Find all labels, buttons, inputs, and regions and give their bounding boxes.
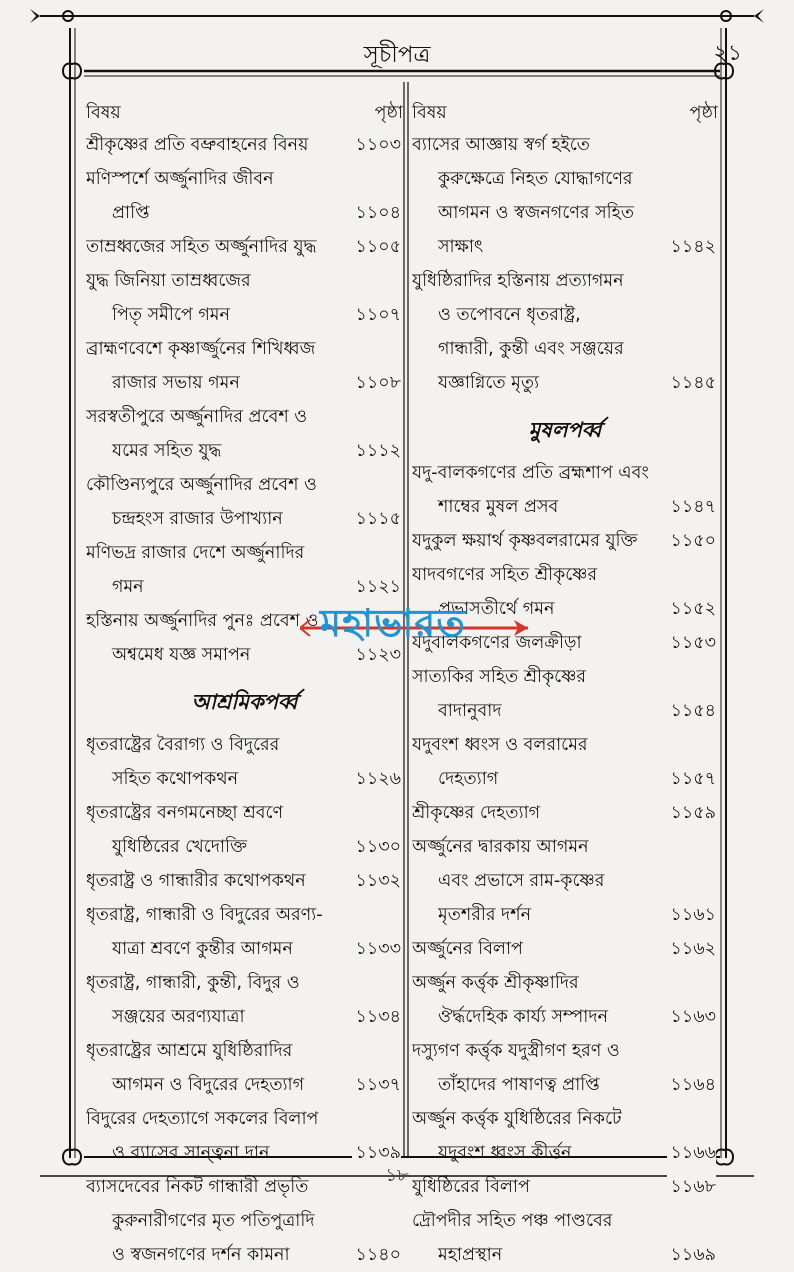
right-entries-top <box>412 128 718 400</box>
toc-entry-page: ১১৬৩ <box>667 1000 716 1034</box>
toc-entry-page: ১১১২ <box>352 434 401 468</box>
toc-entry-text: রাজার সভায় গমন <box>112 373 240 393</box>
toc-entry-text: অর্জ্জুনের বিলাপ <box>412 939 523 959</box>
page-header: পৃষ্ঠা <box>689 103 718 123</box>
toc-entry <box>412 796 718 830</box>
toc-entry <box>412 524 718 558</box>
footer-page-number: ১৮ <box>385 1165 409 1186</box>
toc-entry-page: ১১৫৪ <box>667 694 716 728</box>
column-header <box>412 94 718 128</box>
toc-entry-page: ১১৬১ <box>667 898 716 932</box>
toc-entry-text: বাদানুবাদ <box>438 701 502 721</box>
toc-entry-text: যুধিষ্ঠিরের বিলাপ <box>412 1177 530 1197</box>
toc-entry <box>86 264 403 332</box>
toc-entry-text: যুধিষ্ঠিরের খেদোক্তি <box>112 837 248 857</box>
subject-header: বিষয় <box>412 103 447 123</box>
toc-entry-text: মৃতশরীর দর্শন <box>438 905 532 925</box>
toc-entry-page: ১১০৫ <box>352 230 401 264</box>
toc-entry-text: প্রাপ্তি <box>112 203 150 223</box>
toc-entry-page: ১১৫০ <box>667 524 716 558</box>
toc-entry-page: ১১৪২ <box>667 230 716 264</box>
toc-entry <box>86 898 403 966</box>
toc-entry-page: ১১২৬ <box>352 762 401 796</box>
toc-entry-text: ব্যাসের আজ্ঞায় স্বর্গ হইতে <box>412 135 590 155</box>
toc-entry-text: হস্তিনায় অর্জ্জুনাদির পুনঃ প্রবেশ ও <box>86 611 319 631</box>
watermark-text: মহাভারত <box>320 601 466 645</box>
toc-entry-page: ১১৬৪ <box>667 1068 716 1102</box>
toc-right-column <box>412 94 718 1272</box>
toc-entry-text: যাদবগণের সহিত শ্রীকৃষ্ণের <box>412 565 598 585</box>
toc-entry-page: ১১০৩ <box>352 128 401 162</box>
toc-entry-text: যুধিষ্ঠিরাদির হস্তিনায় প্রত্যাগমন <box>412 271 624 291</box>
toc-entry-text: অশ্বমেধ যজ্ঞ সমাপন <box>112 645 251 665</box>
toc-entry-page: ১১৫৩ <box>667 626 716 660</box>
toc-entry-text: সঞ্জয়ের অরণ্যযাত্রা <box>112 1007 245 1027</box>
toc-entry-text: ও ব্যাসের সান্ত্বনা দান <box>112 1143 270 1163</box>
section-title-ashramik: আশ্রমিকপর্ব্ব <box>191 690 298 714</box>
toc-entry-text: আগমন ও বিদুরের দেহত্যাগ <box>112 1075 305 1095</box>
toc-entry <box>412 932 718 966</box>
toc-entry <box>86 230 403 264</box>
toc-entry-page: ১১৫৯ <box>667 796 716 830</box>
toc-entry-text: যাত্রা শ্রবণে কুন্তীর আগমন <box>112 939 293 959</box>
toc-entry-page: ১১০৮ <box>352 366 401 400</box>
toc-entry <box>86 796 403 864</box>
toc-entry-text: ধৃতরাষ্ট্রের আশ্রমে যুধিষ্ঠিরাদির <box>86 1041 293 1061</box>
toc-entry-text: মহাপ্রস্থান <box>438 1245 503 1265</box>
toc-entry-text: যদুবংশ ধ্বংস কীর্ত্তন <box>438 1143 572 1163</box>
toc-entry <box>86 468 403 536</box>
toc-entry-text: অর্জ্জুন কর্ত্তৃক শ্রীকৃষ্ণাদির <box>412 973 579 993</box>
toc-entry-text: দেহত্যাগ <box>438 769 499 789</box>
toc-entry-text: যমের সহিত যুদ্ধ <box>112 441 222 461</box>
toc-entry-text: দ্রৌপদীর সহিত পঞ্চ পাণ্ডবের <box>412 1211 613 1231</box>
toc-entry <box>86 128 403 162</box>
toc-entry-text: কুরুক্ষেত্রে নিহত যোদ্ধাগণের <box>438 169 633 189</box>
page-title: সূচীপত্র <box>363 42 431 68</box>
toc-entry-page: ১১৬৯ <box>667 1238 716 1272</box>
toc-entry-page: ১১৩৩ <box>352 932 401 966</box>
toc-entry-text: প্রভাসতীর্থে গমন <box>438 599 555 619</box>
toc-entry-text: যদুবংশ ধ্বংস ও বলরামের <box>412 735 588 755</box>
toc-entry-page: ১১৬৬ <box>667 1136 716 1170</box>
section-title-mushal: মুষলপর্ব্ব <box>528 418 602 442</box>
toc-entry <box>412 830 718 932</box>
toc-entry-text: ও স্বজনগণের দর্শন কামনা <box>112 1245 290 1265</box>
toc-entry <box>412 456 718 524</box>
toc-entry <box>86 966 403 1034</box>
toc-entry <box>412 1102 718 1170</box>
toc-entry <box>86 1034 403 1102</box>
toc-left-column <box>86 94 403 1272</box>
toc-entry-text: সরস্বতীপুরে অর্জ্জুনাদির প্রবেশ ও <box>86 407 308 427</box>
toc-entry-text: অর্জ্জুন কর্ত্তৃক যুধিষ্ঠিরের নিকটে <box>412 1109 622 1129</box>
toc-entry-text: মণিভদ্র রাজার দেশে অর্জ্জুনাদির <box>86 543 305 563</box>
toc-entry-text: ধৃতরাষ্ট্রের বনগমনেচ্ছা শ্রবণে <box>86 803 284 823</box>
toc-entry-page: ১১৪৫ <box>667 366 716 400</box>
toc-entry-text: ব্রাহ্মণবেশে কৃষ্ণার্জ্জুনের শিখিধ্বজ <box>86 339 316 359</box>
toc-entry-text: সাত্যকির সহিত শ্রীকৃষ্ণের <box>412 667 587 687</box>
toc-entry-text: চন্দ্রহংস রাজার উপাখ্যান <box>112 509 283 529</box>
toc-entry-page: ১১৪০ <box>352 1238 401 1272</box>
toc-entry-text: যদুকুল ক্ষয়ার্থ কৃষ্ণবলরামের যুক্তি <box>412 531 638 551</box>
toc-entry <box>412 660 718 728</box>
toc-entry-text: ধৃতরাষ্ট্র, গান্ধারী ও বিদুরের অরণ্য- <box>86 905 323 925</box>
toc-entry <box>412 1034 718 1102</box>
toc-entry-page: ১১৪৭ <box>667 490 716 524</box>
toc-entry-page: ১১৬৮ <box>667 1170 716 1204</box>
toc-entry-page: ১১৩০ <box>352 830 401 864</box>
toc-entry-text: সাক্ষাৎ <box>438 237 484 257</box>
toc-entry-text: কৌণ্ডিন্যপুরে অর্জ্জুনাদির প্রবেশ ও <box>86 475 317 495</box>
toc-entry-text: ধৃতরাষ্ট্র, গান্ধারী, কুন্তী, বিদুর ও <box>86 973 300 993</box>
toc-entry-text: সহিত কথোপকথন <box>112 769 239 789</box>
toc-entry-text: যদুবালকগণের জলক্রীড়া <box>412 633 582 653</box>
toc-entry-text: মণিস্পর্শে অর্জ্জুনাদির জীবন <box>86 169 274 189</box>
toc-entry-text: অর্জ্জুনের দ্বারকায় আগমন <box>412 837 589 857</box>
toc-entry-text: বিদুরের দেহত্যাগে সকলের বিলাপ <box>86 1109 319 1129</box>
toc-entry-text: কুরুনারীগণের মৃত পতিপুত্রাদি <box>112 1211 315 1231</box>
header-page-number: ২১ <box>713 41 742 66</box>
watermark-logo <box>300 588 540 668</box>
column-header <box>86 94 403 128</box>
toc-entry-text: তাঁহাদের পাষাণত্ব প্রাপ্তি <box>438 1075 600 1095</box>
toc-entry-text: যুদ্ধ জিনিয়া তাম্রধ্বজের <box>86 271 251 291</box>
toc-entry-page: ১১২১ <box>352 570 401 604</box>
toc-entry <box>86 332 403 400</box>
toc-entry-page: ১১৬২ <box>667 932 716 966</box>
toc-entry-text: গমন <box>112 577 144 597</box>
toc-entry-page: ১১৫৭ <box>667 762 716 796</box>
toc-entry-page: ১১৩৯ <box>352 1136 401 1170</box>
toc-entry-text: শ্রীকৃষ্ণের প্রতি বভ্রুবাহনের বিনয় <box>86 135 309 155</box>
toc-entry-text: এবং প্রভাসে রাম-কৃষ্ণের <box>438 871 605 891</box>
toc-entry-text: যদু-বালকগণের প্রতি ব্রহ্মশাপ এবং <box>412 463 649 483</box>
toc-entry-text: শাম্বের মুষল প্রসব <box>438 497 559 517</box>
toc-entry-text: তাম্রধ্বজের সহিত অর্জ্জুনাদির যুদ্ধ <box>86 237 317 257</box>
toc-entry-text: শ্রীকৃষ্ণের দেহত্যাগ <box>412 803 541 823</box>
toc-entry-text: ও তপোবনে ধৃতরাষ্ট্র, <box>438 305 581 325</box>
toc-entry-page: ১১০৭ <box>352 298 401 332</box>
toc-entry-text: পিতৃ সমীপে গমন <box>112 305 230 325</box>
toc-entry <box>86 864 403 898</box>
toc-entry <box>86 400 403 468</box>
toc-entry-page: ১১২৩ <box>352 638 401 672</box>
toc-entry-text: যজ্ঞাগ্নিতে মৃত্যু <box>438 373 540 393</box>
toc-entry-text: ধৃতরাষ্ট্র ও গান্ধারীর কথোপকথন <box>86 871 306 891</box>
subject-header: বিষয় <box>86 103 121 123</box>
toc-entry <box>86 728 403 796</box>
toc-entry-page: ১১৫২ <box>667 592 716 626</box>
toc-entry <box>86 162 403 230</box>
toc-entry-text: আগমন ও স্বজনগণের সহিত <box>438 203 634 223</box>
toc-entry <box>86 1102 403 1170</box>
toc-entry-page: ১১৩২ <box>352 864 401 898</box>
toc-entry-page: ১১১৫ <box>352 502 401 536</box>
toc-entry-page: ১১০৪ <box>352 196 401 230</box>
toc-entry-text: ধৃতরাষ্ট্রের বৈরাগ্য ও বিদুরের <box>86 735 280 755</box>
toc-entry <box>412 1204 718 1272</box>
toc-entry-page: ১১৩৭ <box>352 1068 401 1102</box>
right-entries-bottom <box>412 456 718 1272</box>
toc-entry-page: ১১৩৪ <box>352 1000 401 1034</box>
page-header: পৃষ্ঠা <box>374 103 403 123</box>
toc-entry <box>412 966 718 1034</box>
toc-entry-text: গান্ধারী, কুন্তী এবং সঞ্জয়ের <box>438 339 624 359</box>
toc-entry-text: ঔর্দ্ধদেহিক কার্য্য সম্পাদন <box>438 1007 609 1027</box>
toc-entry <box>412 728 718 796</box>
toc-entry-text: ব্যাসদেবের নিকট গান্ধারী প্রভৃতি <box>86 1177 309 1197</box>
toc-entry-text: দস্যুগণ কর্ত্তৃক যদুস্ত্রীগণ হরণ ও <box>412 1041 620 1061</box>
toc-entry <box>412 128 718 264</box>
toc-entry <box>412 264 718 400</box>
